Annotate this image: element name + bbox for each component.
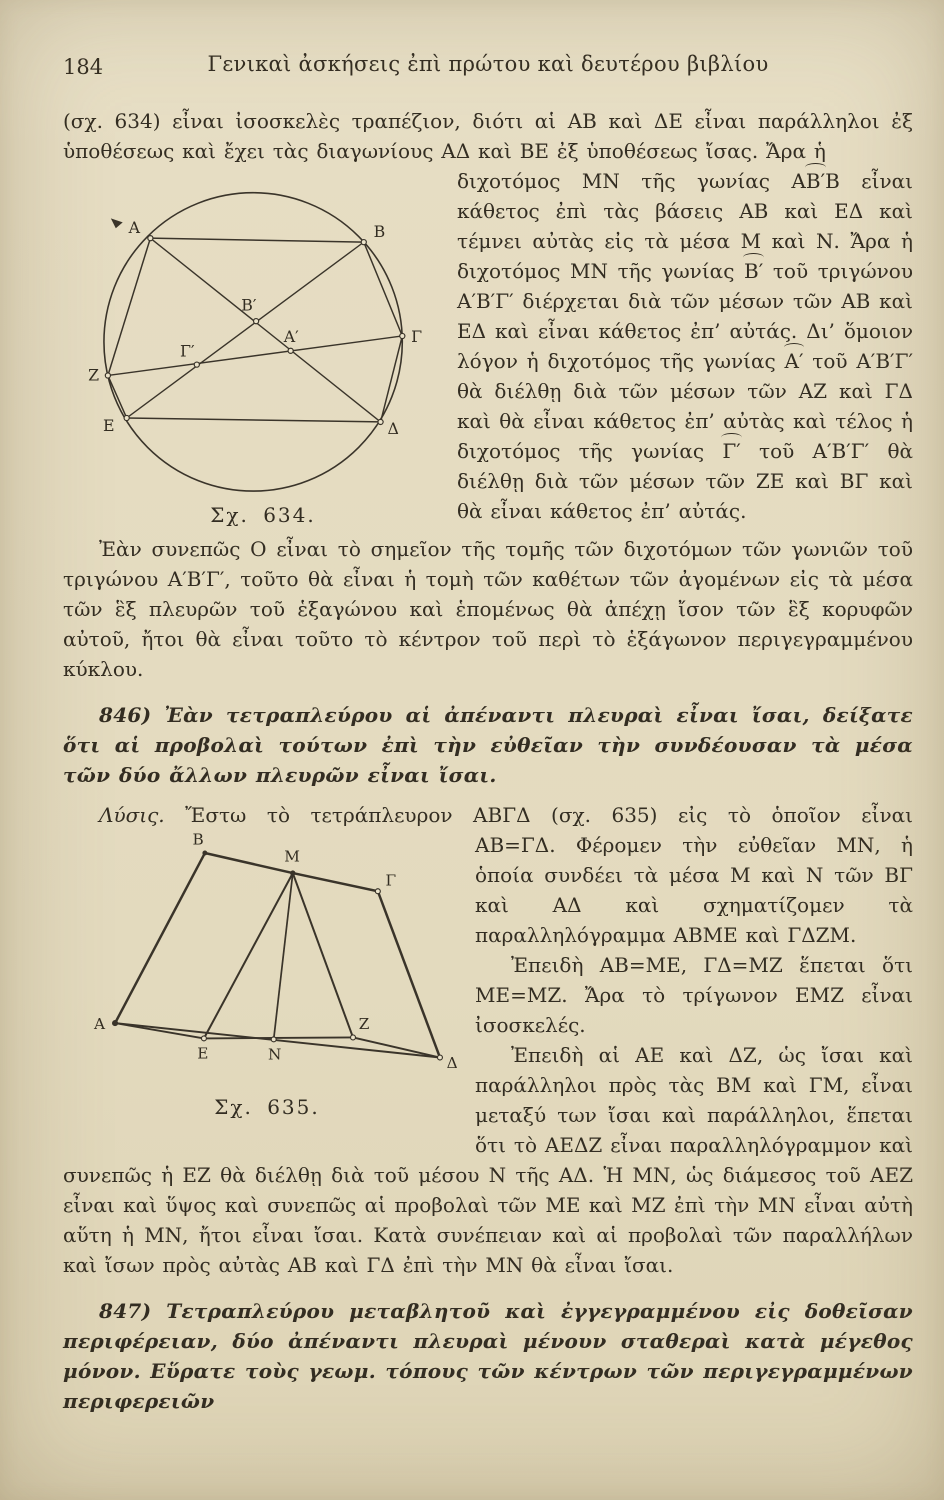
fig635-label-gamma: Γ	[385, 871, 397, 890]
figure-635	[71, 832, 463, 1119]
page-number: 184	[63, 55, 104, 79]
fig634-label-b-prime: Β′	[241, 295, 257, 315]
solution-paragraph-3: Ἐπειδὴ αἱ ΑΕ καὶ ΔΖ, ὡς ἴσαι καὶ παράλληλοι πρὸς τὰς ΒΜ καὶ ΓΜ, εἶναι μεταξύ των ἴσαι καὶ παράλληλοι, ἕπεται ὅτι τὸ ΑΕΔΖ εἶναι παραλληλόγραμμον καὶ συνεπῶς ἡ ΕΖ θὰ διέλθῃ διὰ τοῦ μέσου Ν τῆς ΑΔ. Ἡ ΜΝ, ὡς διάμεσος τοῦ ΑΕΖ εἶναι καὶ ὕψος καὶ συνεπῶς αἱ προβολαὶ τῶν ΜΕ καὶ ΜΖ ἐπὶ τὴν ΜΝ εἶναι αὐτὴ αὕτη ἡ ΜΝ, ἤτοι εἶναι ἴσαι. Κατὰ συνέπειαν καὶ αἱ προβολαὶ τῶν παραλλήλων καὶ ἴσων πρὸς αὐτὰς ΑΒ καὶ ΓΔ ἐπὶ τὴν ΜΝ θὰ εἶναι ἴσαι.	[63, 1043, 913, 1277]
median-lines	[204, 873, 353, 1039]
fig635-label-nu: Ν	[267, 1045, 282, 1064]
hexagon-edges	[108, 238, 402, 422]
paragraph-intro: (σχ. 634) εἶναι ἰσοσκελὲς τραπέζιον, διότι αἱ ΑΒ καὶ ΔΕ εἶναι παράλληλοι ἐξ ὑποθέσεως καὶ ἔχει τὰς διαγωνίους ΑΔ καὶ ΒΕ ἐξ ὑποθέσεως ἴσας. Ἄρα ἡ	[63, 109, 913, 163]
fig635-label-alpha: Α	[94, 1014, 106, 1033]
fig634-label-a: Α	[128, 218, 141, 238]
problem-846: 846) Ἐὰν τετραπλεύρου αἱ ἀπέναντι πλευραὶ εἶναι ἴσαι, δείξατε ὅτι αἱ προβολαὶ τούτων ἐπὶ τὴν εὐθεῖαν τὴν συνδέουσαν τὰ μέσα τῶν δύο ἄλλων πλευρῶν εἶναι ἴσαι.	[63, 703, 913, 787]
fig634-label-g-prime: Γ′	[180, 341, 195, 361]
fig635-label-zeta: Ζ	[358, 1014, 370, 1033]
vertex-dots	[105, 236, 405, 425]
problem-847: 847) Τετραπλεύρου μεταβλητοῦ καὶ ἐγγεγραμμένου εἰς δοθεῖσαν περιφέρειαν, δύο ἀπέναντι πλευραὶ μένουν σταθεραὶ κατὰ μέγεθος μόνον. Εὕρατε τοὺς γεωμ. τόπους τῶν κέντρων τῶν περιγεγραμμένων περιφερειῶν	[63, 1299, 913, 1413]
paragraph-hexagon-center: Ἐὰν συνεπῶς Ο εἶναι τὸ σημεῖον τῆς τομῆς τῶν διχοτόμων τῶν γωνιῶν τοῦ τριγώνου Α′Β′Γ′, τοῦτο θὰ εἶναι ἡ τομὴ τῶν καθέτων τῶν ἀγομένων εἰς τὰ μέσα τῶν ἓξ πλευρῶν τοῦ ἑξαγώνου καὶ ἑπομένως θὰ ἀπέχῃ ἴσον τῶν ἓξ κορυφῶν αὐτοῦ, ἤτοι θὰ εἶναι τοῦτο τὸ κέντρον τοῦ περὶ τὸ ἑξάγωνον περιγεγραμμένου κύκλου.	[63, 537, 913, 681]
section-fig634	[63, 166, 913, 684]
solution-lead-line: Λύσις. Ἔστω τὸ τετράπλευρον ΑΒΓΔ (σχ. 635) εἰς τὸ ὁποῖον εἶναι	[99, 803, 913, 827]
solution-paragraph-1: ΑΒ=ΓΔ. Φέρομεν τὴν εὐθεῖαν ΜΝ, ἡ ὁποία συνδέει τὰ μέσα Μ καὶ Ν τῶν ΒΓ καὶ ΑΔ καὶ σχηματίζομεν τὰ παραλληλόγραμμα ΑΒΜΕ καὶ ΓΔΖΜ.	[475, 833, 913, 947]
fig634-label-epsilon: Ε	[102, 415, 115, 435]
figure-634	[85, 170, 441, 527]
fig635-label-beta: Β	[192, 832, 204, 849]
paragraph-bisectors: διχοτόμος ΜΝ τῆς γωνίας ΑΒ′Β εἶναι κάθετος ἐπὶ τὰς βάσεις ΑΒ καὶ ΕΔ καὶ τέμνει αὐτὰς εἰς τὰ μέσα Μ καὶ Ν. Ἄρα ἡ διχοτόμος ΜΝ τῆς γωνίας Β′ τοῦ τριγώνου Α′Β′Γ′ διέρχεται διὰ τῶν μέσων τῶν ΑΒ καὶ ΕΔ καὶ εἶναι κάθετος ἐπ’ αὐτάς. Δι’ ὅμοιον λόγον ἡ διχοτόμος τῆς γωνίας Α′ τοῦ Α′Β′Γ′ θὰ διέλθῃ διὰ τῶν μέσων τῶν ΑΖ καὶ ΓΔ καὶ θὰ εἶναι κάθετος ἐπ’ αὐτὰς καὶ τέλος ἡ διχοτόμος τῆς γωνίας Γ′ τοῦ Α′Β′Γ′ θὰ διέλθῃ διὰ τῶν μέσων τῶν ΖΕ καὶ ΒΓ καὶ θὰ εἶναι κάθετος ἐπ’ αὐτάς.	[457, 169, 914, 523]
running-header-title: Γενικαὶ ἀσκήσεις ἐπὶ πρώτου καὶ δευτέρου βιβλίου	[207, 52, 769, 76]
fig635-label-epsilon: Ε	[197, 1044, 209, 1063]
figure-634-diagram	[85, 170, 441, 498]
fig634-label-a-prime: Α′	[283, 326, 299, 346]
solution-paragraph-2: Ἐπειδὴ ΑΒ=ΜΕ, ΓΔ=ΜΖ ἕπεται ὅτι ΜΕ=ΜΖ. Ἄρα τὸ τρίγωνον ΕΜΖ εἶναι ἰσοσκελές.	[475, 953, 913, 1037]
fig635-label-mu: Μ	[284, 847, 300, 866]
fig634-label-b: Β	[373, 222, 386, 242]
fig634-label-zeta: Ζ	[88, 365, 100, 385]
fig635-label-delta: Δ	[446, 1054, 458, 1073]
fig634-label-gamma: Γ	[411, 326, 423, 346]
page-header	[63, 52, 913, 88]
figure-635-diagram	[71, 832, 463, 1090]
hexagon-diagonals	[108, 238, 402, 422]
stray-ink-mark	[111, 218, 123, 228]
fig634-label-delta: Δ	[387, 418, 399, 438]
fig635-caption: Σχ. 635.	[214, 1095, 320, 1119]
section-fig635	[63, 830, 913, 1280]
fig634-caption: Σχ. 634.	[210, 503, 316, 527]
